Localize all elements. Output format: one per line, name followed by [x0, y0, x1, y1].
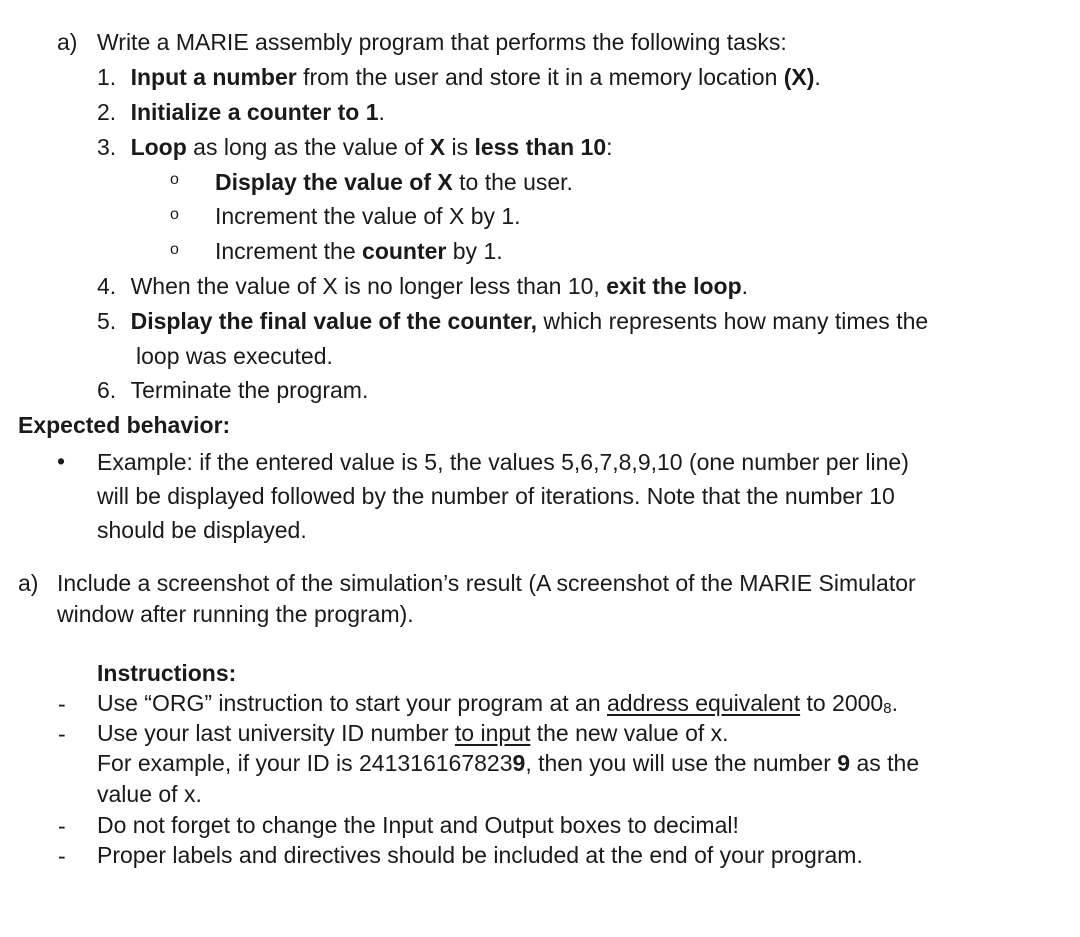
instruction-3: Do not forget to change the Input and Output boxes to decimal! — [97, 812, 739, 838]
expected-line-1: Example: if the entered value is 5, the values 5,6,7,8,9,10 (one number per line) — [97, 449, 909, 475]
sub-bullet-icon: o — [170, 171, 179, 188]
step-number: 3. — [97, 134, 117, 160]
task-a-marker: a) — [57, 29, 78, 55]
step-1: 1. Input a number from the user and store it in a memory location (X). — [97, 64, 821, 90]
instruction-2-example-cont: value of x. — [97, 781, 202, 807]
expected-line-3: should be displayed. — [97, 517, 307, 543]
step-number: 4. — [97, 273, 117, 299]
expected-line-2: will be displayed followed by the number of iterations. Note that the number 10 — [97, 483, 895, 509]
step-5: 5. Display the final value of the counter, which represents how many times the — [97, 308, 929, 334]
step-6: 6. Terminate the program. — [97, 377, 369, 403]
dash-icon: - — [58, 721, 66, 747]
step-number: 1. — [97, 64, 117, 90]
task-b-line-1: Include a screenshot of the simulation’s result (A screenshot of the MARIE Simulator — [57, 570, 916, 596]
dash-icon: - — [58, 843, 66, 869]
step-2: 2. Initialize a counter to 1. — [97, 99, 385, 125]
dash-icon: - — [58, 691, 66, 717]
instruction-1: Use “ORG” instruction to start your program at an address equivalent to 20008. — [97, 690, 898, 717]
instruction-2: Use your last university ID number to input the new value of x. — [97, 720, 729, 746]
task-a-heading: Write a MARIE assembly program that performs the following tasks: — [97, 29, 787, 55]
instruction-4: Proper labels and directives should be included at the end of your program. — [97, 842, 863, 868]
substep-2: Increment the value of X by 1. — [215, 203, 521, 229]
task-b-marker: a) — [18, 570, 39, 596]
instruction-2-example: For example, if your ID is 2413161678239, then you will use the number 9 as the — [97, 750, 920, 776]
substep-3: Increment the counter by 1. — [215, 238, 503, 264]
task-b-line-2: window after running the program). — [57, 601, 414, 627]
dash-icon: - — [58, 813, 66, 839]
step-3: 3. Loop as long as the value of X is less than 10: — [97, 134, 613, 160]
step-4: 4. When the value of X is no longer less than 10, exit the loop. — [97, 273, 749, 299]
step-5-continued: loop was executed. — [136, 343, 333, 369]
bullet-icon: • — [57, 448, 66, 474]
substep-1: Display the value of X to the user. — [215, 169, 573, 195]
expected-heading: Expected behavior: — [18, 412, 231, 438]
instructions-heading: Instructions: — [97, 660, 237, 686]
sub-bullet-icon: o — [170, 206, 179, 223]
sub-bullet-icon: o — [170, 241, 179, 258]
step-number: 5. — [97, 308, 117, 334]
step-number: 2. — [97, 99, 117, 125]
step-number: 6. — [97, 377, 117, 403]
